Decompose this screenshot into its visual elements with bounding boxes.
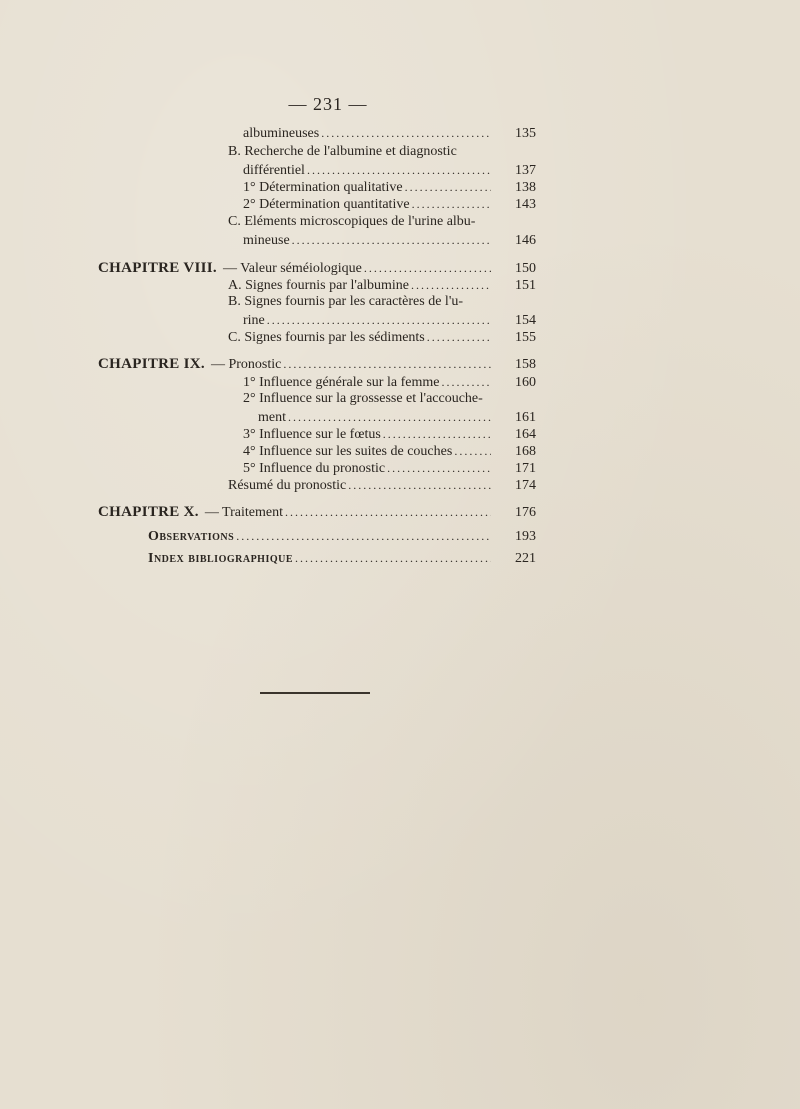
toc-entry-label: ment xyxy=(258,410,286,425)
toc-entry-albumineuses xyxy=(243,124,493,143)
toc-entry-label: 2° Détermination quantitative xyxy=(243,197,410,212)
dot-leader xyxy=(307,161,491,179)
toc-page-number: 221 xyxy=(515,551,536,566)
toc-page-number: 174 xyxy=(515,478,536,493)
toc-entry-quantitative xyxy=(243,195,493,214)
toc-page-number: 176 xyxy=(515,505,536,520)
toc-entry-label: albumineuses xyxy=(243,126,320,141)
toc-page-number: 150 xyxy=(515,261,536,276)
chapter-heading: CHAPITRE X. xyxy=(98,504,199,520)
toc-entry-resume xyxy=(228,476,493,495)
dot-leader xyxy=(387,459,491,477)
toc-entry-label: — Traitement xyxy=(204,505,283,520)
toc-entry-elements-line2 xyxy=(243,231,493,250)
toc-page-number: 161 xyxy=(515,410,536,425)
toc-entry-label: Observations xyxy=(148,529,235,544)
dot-leader xyxy=(295,549,491,567)
toc-chapter-x xyxy=(98,503,493,522)
dot-leader xyxy=(321,124,491,142)
toc-entry-label: 1° Influence générale sur la femme xyxy=(243,375,440,390)
toc-entry-caracteres-line1: B. Signes fournis par les caractères de l'u- xyxy=(228,294,463,309)
toc-page-number: 143 xyxy=(515,197,536,212)
dot-leader xyxy=(267,311,491,329)
toc-page-number: 160 xyxy=(515,375,536,390)
toc-entry-label: A. Signes fournis par l'albumine xyxy=(228,278,409,293)
toc-entry-grossesse-line1: 2° Influence sur la grossesse et l'accouche- xyxy=(243,391,483,406)
toc-entry-label: 1° Détermination qualitative xyxy=(243,180,403,195)
toc-page-number: 193 xyxy=(515,529,536,544)
toc-page-number: 158 xyxy=(515,357,536,372)
toc-page-number: 138 xyxy=(515,180,536,195)
toc-entry-label: C. Signes fournis par les sédiments xyxy=(228,330,425,345)
toc-entry-label: 4° Influence sur les suites de couches xyxy=(243,444,453,459)
toc-entry-label: Index bibliographique xyxy=(148,551,294,566)
toc-entry-label: différentiel xyxy=(243,163,305,178)
dot-leader xyxy=(454,442,491,460)
dot-leader xyxy=(348,476,491,494)
toc-page-number: 151 xyxy=(515,278,536,293)
toc-entry-label: 3° Influence sur le fœtus xyxy=(243,427,381,442)
toc-chapter-ix xyxy=(98,355,493,374)
toc-page-number: 146 xyxy=(515,233,536,248)
toc-entry-observations xyxy=(148,527,493,546)
dot-leader xyxy=(283,355,491,373)
toc-page-number: 164 xyxy=(515,427,536,442)
toc-entry-label: — Pronostic xyxy=(210,357,282,372)
dot-leader xyxy=(412,195,491,213)
dot-leader xyxy=(411,276,491,294)
toc-entry-elements-line1: C. Eléments microscopiques de l'urine albu- xyxy=(228,214,476,229)
page-number: — 231 — xyxy=(288,94,368,114)
end-rule xyxy=(260,692,370,694)
dot-leader xyxy=(405,178,491,196)
toc-page-number: 154 xyxy=(515,313,536,328)
toc-page-number: 135 xyxy=(515,126,536,141)
toc-page-number: 155 xyxy=(515,330,536,345)
dot-leader xyxy=(236,527,491,545)
dot-leader xyxy=(427,328,491,346)
chapter-heading: CHAPITRE IX. xyxy=(98,356,205,372)
dot-leader xyxy=(292,231,491,249)
toc-entry-label: 5° Influence du pronostic xyxy=(243,461,386,476)
toc-entry-recherche-line1: B. Recherche de l'albumine et diagnostic xyxy=(228,144,457,159)
toc-entry-label: Résumé du pronostic xyxy=(228,478,347,493)
toc-page-number: 137 xyxy=(515,163,536,178)
chapter-heading: CHAPITRE VIII. xyxy=(98,260,217,276)
dot-leader xyxy=(383,425,491,443)
dot-leader xyxy=(364,259,491,277)
toc-entry-label: rine xyxy=(243,313,265,328)
dot-leader xyxy=(285,503,491,521)
toc-entry-index xyxy=(148,549,493,568)
toc-entry-label: — Valeur séméiologique xyxy=(222,261,362,276)
toc-entry-sediments xyxy=(228,328,493,347)
toc-page-number: 171 xyxy=(515,461,536,476)
dot-leader xyxy=(288,408,491,426)
dot-leader xyxy=(441,373,491,391)
toc-entry-label: mineuse xyxy=(243,233,290,248)
toc-page-number: 168 xyxy=(515,444,536,459)
